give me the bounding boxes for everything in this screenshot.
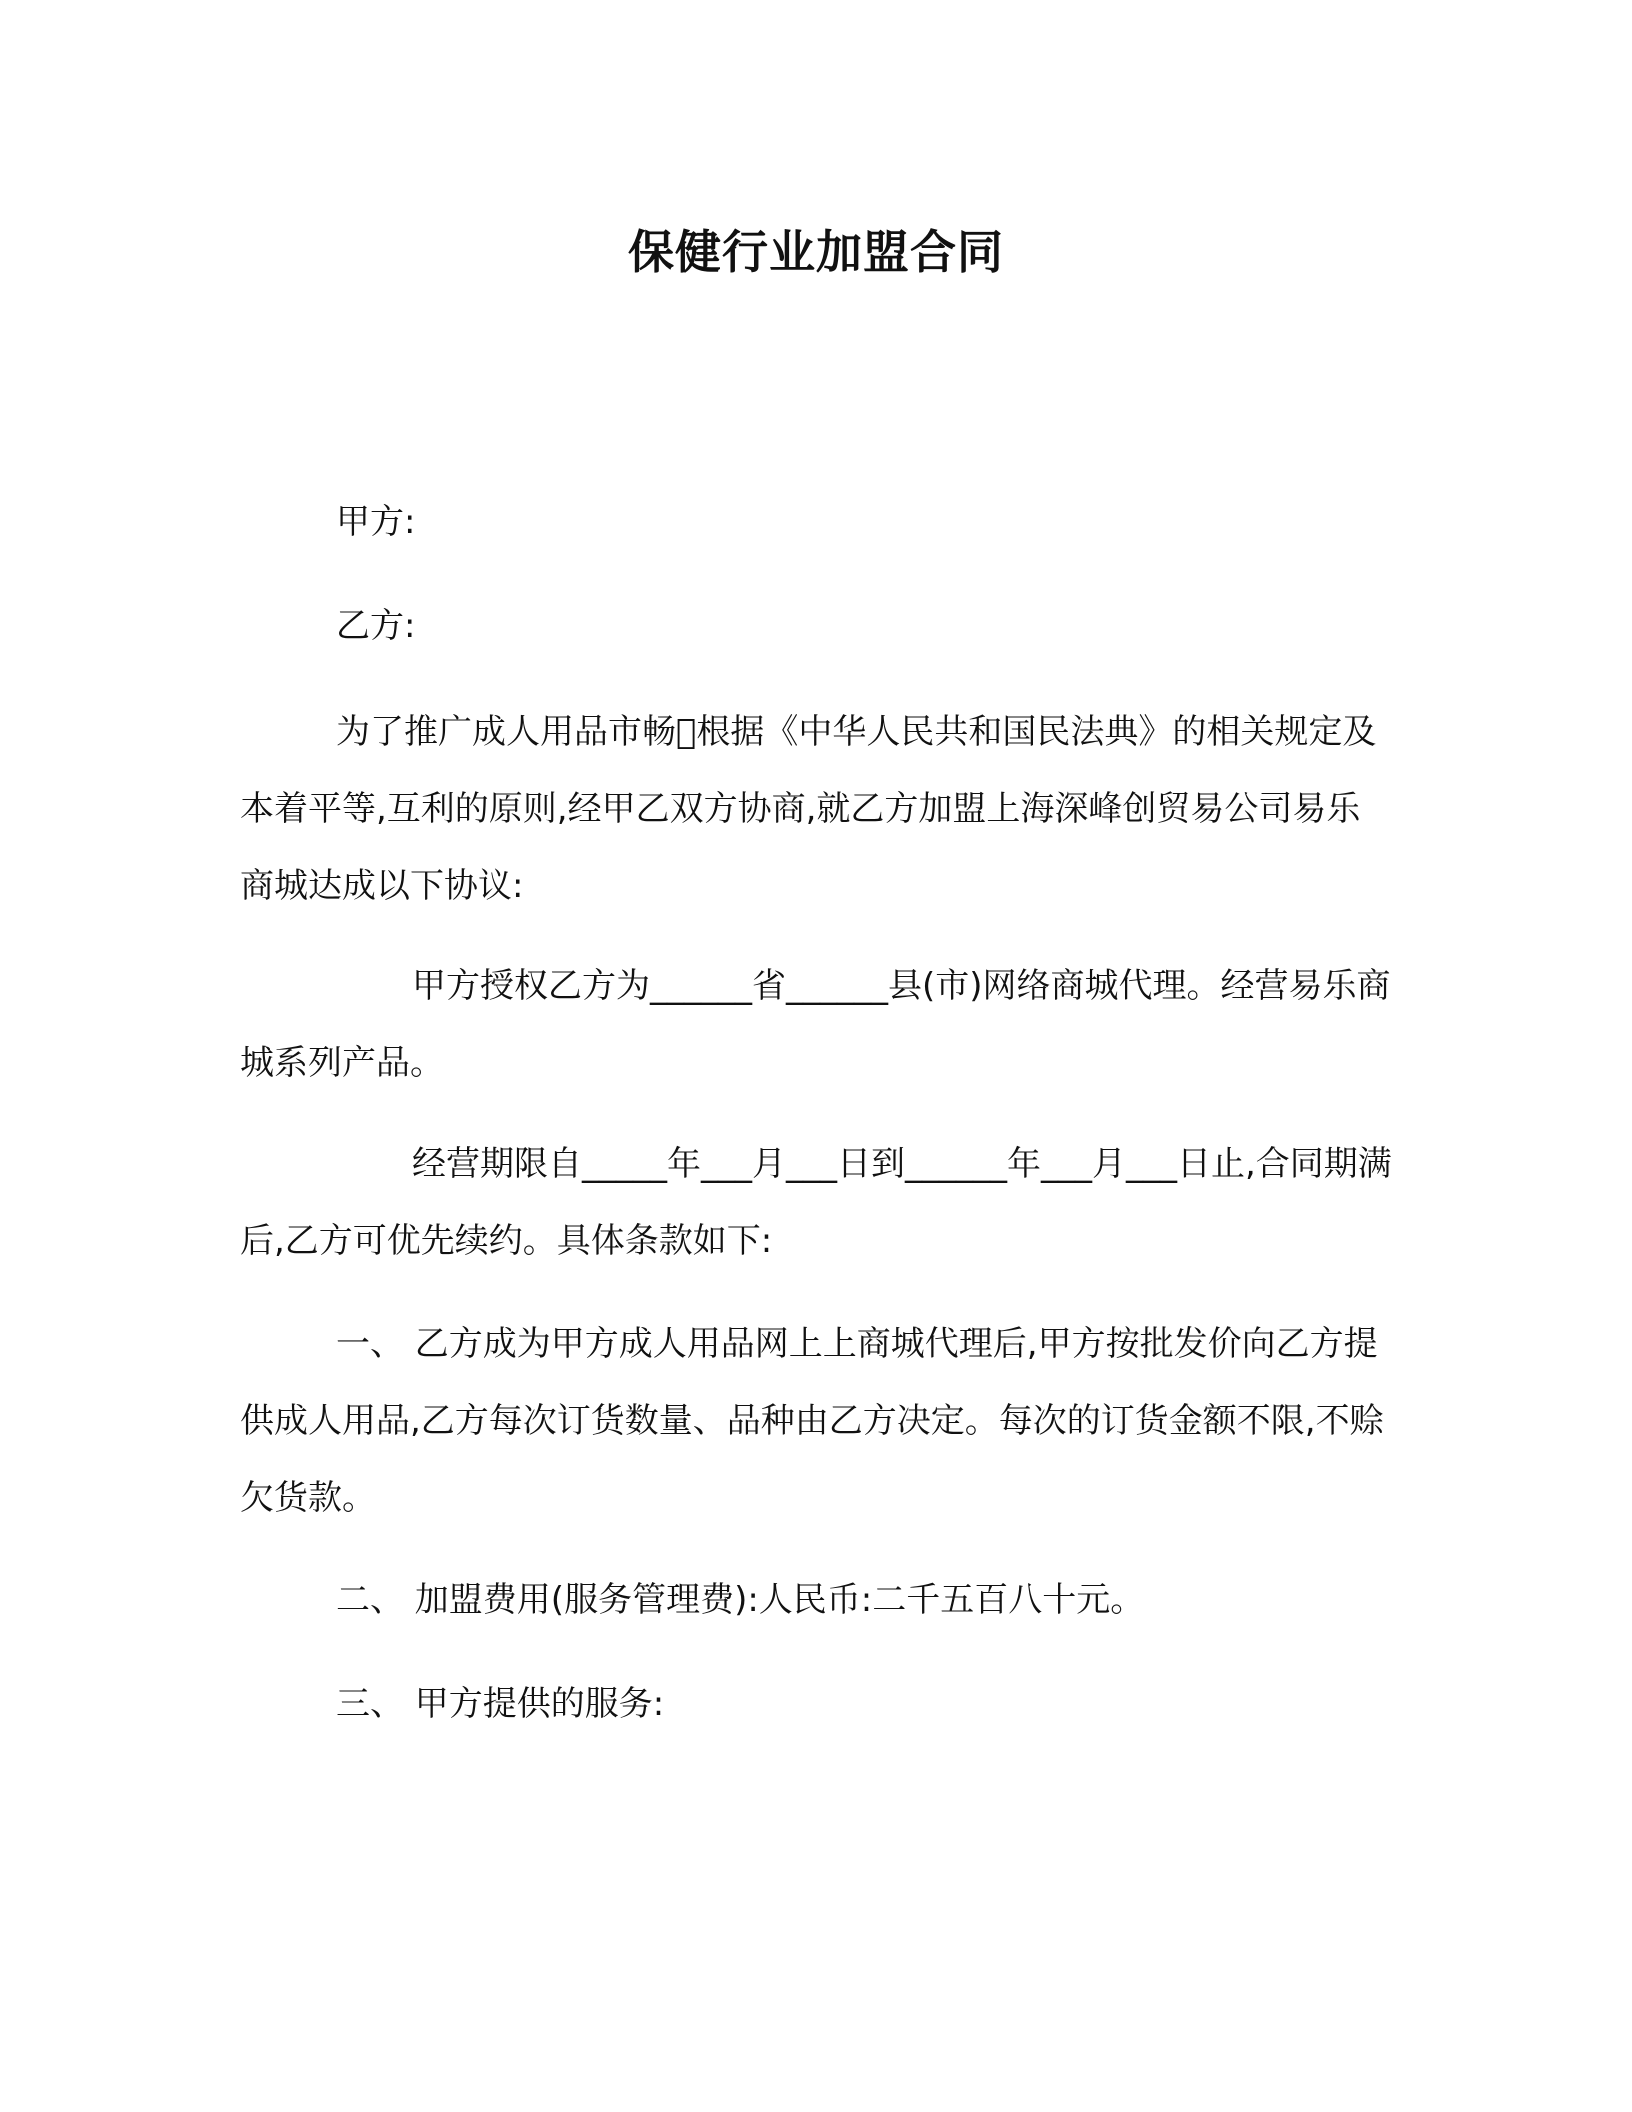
clause-3: 三、 甲方提供的服务:: [336, 1684, 665, 1724]
clause-1: 一、 乙方成为甲方成人用品网上上商城代理后,甲方按批发价向乙方提供成人用品,乙方每次订货数量、品种由乙方决定。每次的订货金额不限,不赊欠货款。: [240, 1324, 1384, 1518]
term-paragraph: 经营期限自_____年___月___日到______年___月___日止,合同期满后,乙方可优先续约。具体条款如下:: [240, 1144, 1392, 1261]
party-a-label: 甲方:: [336, 502, 416, 542]
intro-paragraph: 为了推广成人用品市畅 根据《中华人民共和国民法典》的相关规定及本着平等,互利的原则,经甲乙双方协商,就乙方加盟上海深峰创贸易公司易乐商城达成以下协议:: [240, 712, 1377, 906]
party-b-label: 乙方:: [336, 606, 416, 646]
clause-2: 二、 加盟费用(服务管理费):人民币:二千五百八十元。: [336, 1580, 1145, 1620]
document-title: 保健行业加盟合同: [628, 225, 1004, 279]
authorization-paragraph: 甲方授权乙方为______省______县(市)网络商城代理。经营易乐商城系列产品。: [240, 966, 1391, 1083]
